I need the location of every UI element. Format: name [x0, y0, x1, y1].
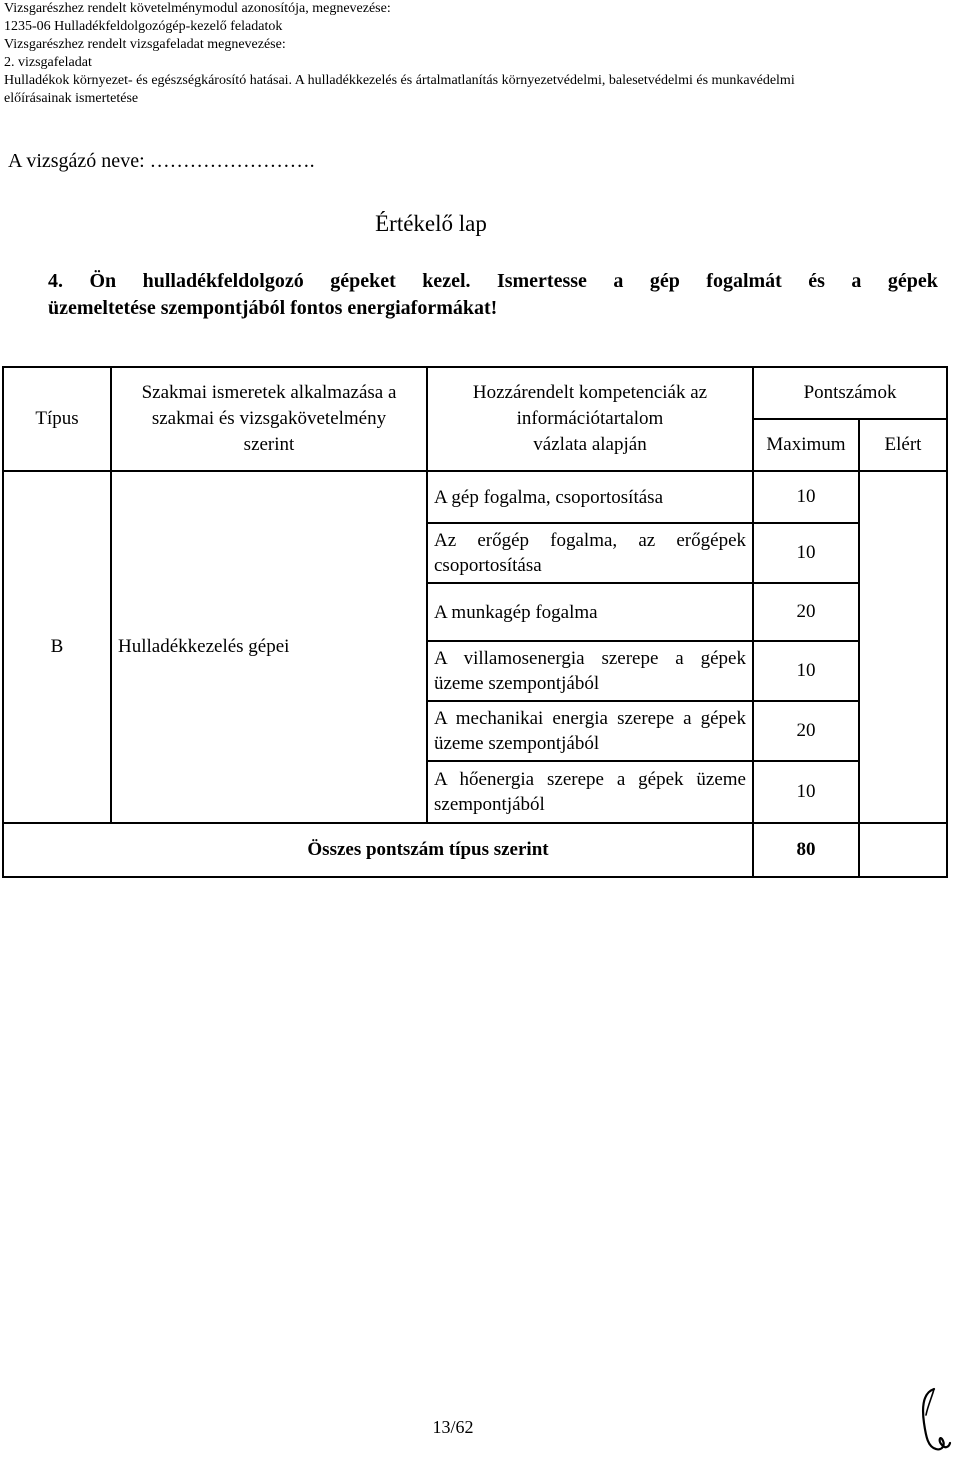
max-points-cell: 10	[753, 471, 859, 523]
header-competency-line: Hozzárendelt kompetenciák az	[472, 382, 708, 403]
header-module-label: Vizsgarészhez rendelt követelménymodul azonosítója, megnevezése:	[4, 1, 391, 16]
question-word: 4.	[48, 270, 63, 292]
knowledge-value: Hulladékkezelés gépei	[118, 636, 290, 657]
max-points-cell: 10	[753, 761, 859, 823]
header-competency-line: vázlata alapján	[533, 434, 647, 455]
question-line1	[48, 268, 938, 295]
question-word: Ön	[89, 270, 117, 292]
question-word: gépeket	[330, 270, 396, 292]
header-task-label: Vizsgarészhez rendelt vizsgafeladat megnevezése:	[4, 37, 286, 52]
knowledge-cell	[111, 471, 427, 823]
total-achieved-points[interactable]	[859, 823, 947, 877]
question-word: hulladékfeldolgozó	[142, 270, 304, 292]
table-row	[3, 471, 947, 523]
header-task-title-line1: Hulladékok környezet- és egészségkárosító hatásai. A hulladékkezelés és ártalmatlanítás környezetvédelmi, balesetvédelmi és munkavédelmi	[4, 73, 795, 88]
question-word: kezel.	[422, 270, 471, 292]
header-knowledge	[111, 367, 427, 471]
max-points-cell: 20	[753, 701, 859, 761]
header-type: Típus	[3, 367, 111, 471]
header-points: Pontszámok	[753, 367, 947, 419]
question-word: a	[851, 270, 862, 292]
topic-cell: A mechanikai energia szerepe a gépek üzeme szempontjából	[427, 701, 753, 761]
total-label: Összes pontszám típus szerint	[3, 823, 753, 877]
page-number: 13/62	[432, 1417, 474, 1437]
header-achieved: Elért	[859, 419, 947, 471]
total-max-points: 80	[753, 823, 859, 877]
header-knowledge-line: Szakmai ismeretek alkalmazása a	[141, 382, 397, 403]
examinee-name-field: A vizsgázó neve: …………………….	[8, 150, 315, 172]
header-task-title-line2: előírásainak ismertetése	[4, 91, 139, 106]
header-module-value: 1235-06 Hulladékfeldolgozógép-kezelő feladatok	[4, 19, 283, 34]
question-word: és	[808, 270, 825, 292]
question-word: Ismertesse	[496, 270, 587, 292]
question-word: gépek	[887, 270, 938, 292]
question-word: gép	[649, 270, 680, 292]
question-line2: üzemeltetése szempontjából fontos energiaformákat!	[48, 297, 498, 319]
page-title: Értékelő lap	[375, 211, 487, 236]
header-knowledge-line: szerint	[243, 434, 295, 455]
question-text	[48, 268, 938, 322]
max-points-cell: 10	[753, 641, 859, 701]
topic-cell: A munkagép fogalma	[427, 583, 753, 641]
header-knowledge-line: szakmai és vizsgakövetelmény	[151, 408, 387, 429]
header-competency-line: információtartalom	[516, 408, 664, 429]
scoring-table	[2, 366, 948, 878]
signature-mark	[912, 1385, 952, 1462]
topic-cell: A villamosenergia szerepe a gépek üzeme szempontjából	[427, 641, 753, 701]
achieved-points-cell[interactable]	[859, 471, 947, 823]
question-word: a	[613, 270, 624, 292]
topic-cell: A hőenergia szerepe a gépek üzeme szempontjából	[427, 761, 753, 823]
total-row	[3, 823, 947, 877]
header-competency	[427, 367, 753, 471]
type-cell: B	[3, 471, 111, 823]
topic-cell: Az erőgép fogalma, az erőgépek csoportosítása	[427, 523, 753, 583]
question-word: fogalmát	[706, 270, 782, 292]
max-points-cell: 20	[753, 583, 859, 641]
max-points-cell: 10	[753, 523, 859, 583]
header-max: Maximum	[753, 419, 859, 471]
table-header-row	[3, 367, 947, 419]
header-task-number: 2. vizsgafeladat	[4, 55, 92, 70]
topic-cell: A gép fogalma, csoportosítása	[427, 471, 753, 523]
